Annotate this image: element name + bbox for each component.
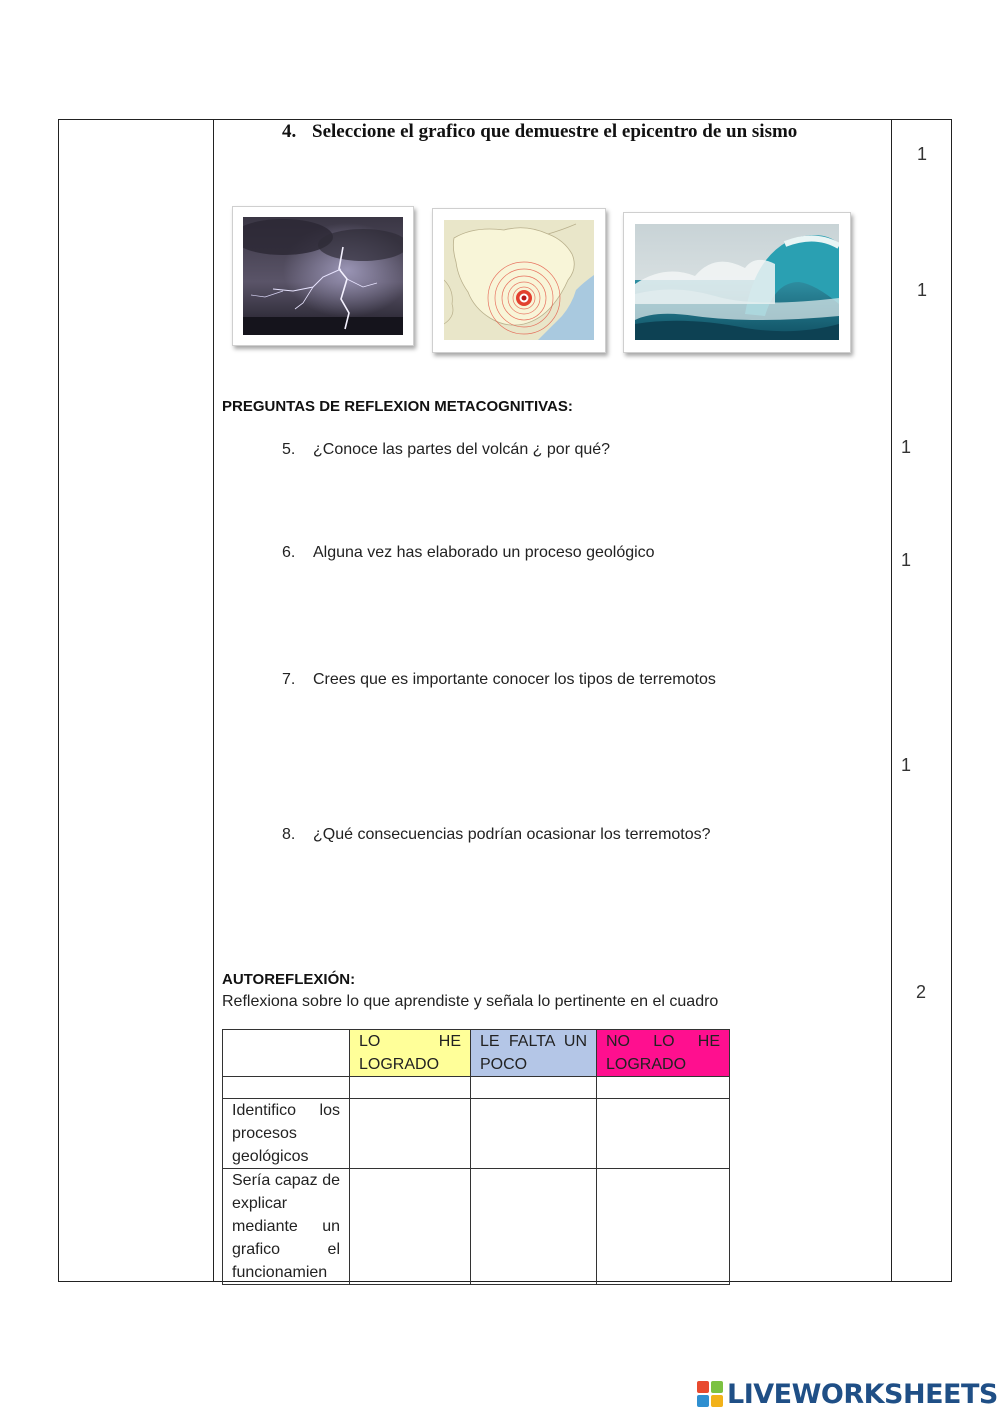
frame-left-border (58, 119, 59, 1282)
header-lo-he-logrado: LO HE LOGRADO (350, 1030, 471, 1077)
section-title-metacognitivas: PREGUNTAS DE REFLEXION METACOGNITIVAS: (222, 398, 573, 415)
ocean-wave-image[interactable] (623, 212, 851, 353)
score-question-4b: 1 (917, 280, 928, 300)
autoreflexion-instruction: Reflexiona sobre lo que aprendiste y señala lo pertinente en el cuadro (222, 993, 719, 1010)
answer-cell[interactable] (471, 1077, 597, 1099)
autoreflexion-title: AUTOREFLEXIÓN: (222, 971, 356, 988)
question-7 (282, 671, 716, 689)
liveworksheets-logo-text: LIVEWORKSHEETS (727, 1378, 998, 1410)
header-no-lo-he-logrado: NO LO HE LOGRADO (597, 1030, 730, 1077)
header-le-falta-un-poco: LE FALTA UN POCO (471, 1030, 597, 1077)
score-autoreflexion: 2 (916, 982, 927, 1002)
empty-label-cell (223, 1077, 350, 1099)
question-8-number: 8. (282, 826, 296, 843)
answer-cell[interactable] (597, 1099, 730, 1169)
criterion-identifico-procesos: Identifico los procesos geológicos (223, 1099, 350, 1169)
epicenter-map-image[interactable] (432, 208, 606, 353)
score-question-5: 1 (901, 437, 912, 457)
question-8 (282, 826, 711, 844)
criterion-seria-capaz: Sería capaz de explicar mediante un grafico el funcionamien (223, 1169, 350, 1285)
question-6 (282, 544, 655, 562)
liveworksheets-logo (697, 1378, 998, 1410)
question-5 (282, 441, 610, 459)
frame-right-border (951, 119, 952, 1282)
question-8-text: ¿Qué consecuencias podrían ocasionar los terremotos? (313, 826, 711, 843)
question-4 (282, 121, 797, 143)
score-question-6: 1 (901, 550, 912, 570)
answer-cell[interactable] (597, 1077, 730, 1099)
question-7-text: Crees que es importante conocer los tipos de terremotos (313, 671, 716, 688)
frame-top-border (58, 119, 952, 120)
question-4-number: 4. (282, 121, 297, 142)
lightning-storm-image[interactable] (232, 206, 414, 346)
table-row (223, 1077, 730, 1099)
answer-cell[interactable] (471, 1099, 597, 1169)
liveworksheets-logo-icon (697, 1381, 723, 1407)
question-5-text: ¿Conoce las partes del volcán ¿ por qué? (313, 441, 611, 458)
question-6-number: 6. (282, 544, 296, 561)
question-5-number: 5. (282, 441, 296, 458)
question-7-number: 7. (282, 671, 296, 688)
table-header-row (223, 1030, 730, 1077)
answer-cell[interactable] (350, 1077, 471, 1099)
question-4-text: Seleccione el grafico que demuestre el epicentro de un sismo (312, 121, 798, 142)
frame-column-divider-1 (213, 119, 214, 1282)
table-row (223, 1099, 730, 1169)
answer-cell[interactable] (597, 1169, 730, 1285)
answer-cell[interactable] (350, 1099, 471, 1169)
answer-cell[interactable] (471, 1169, 597, 1285)
header-blank-cell (223, 1030, 350, 1077)
question-6-text: Alguna vez has elaborado un proceso geológico (313, 544, 655, 561)
score-question-7: 1 (901, 755, 912, 775)
answer-cell[interactable] (350, 1169, 471, 1285)
self-assessment-table (222, 1029, 730, 1285)
score-question-4a: 1 (917, 144, 928, 164)
table-row (223, 1169, 730, 1285)
frame-column-divider-2 (891, 119, 892, 1282)
